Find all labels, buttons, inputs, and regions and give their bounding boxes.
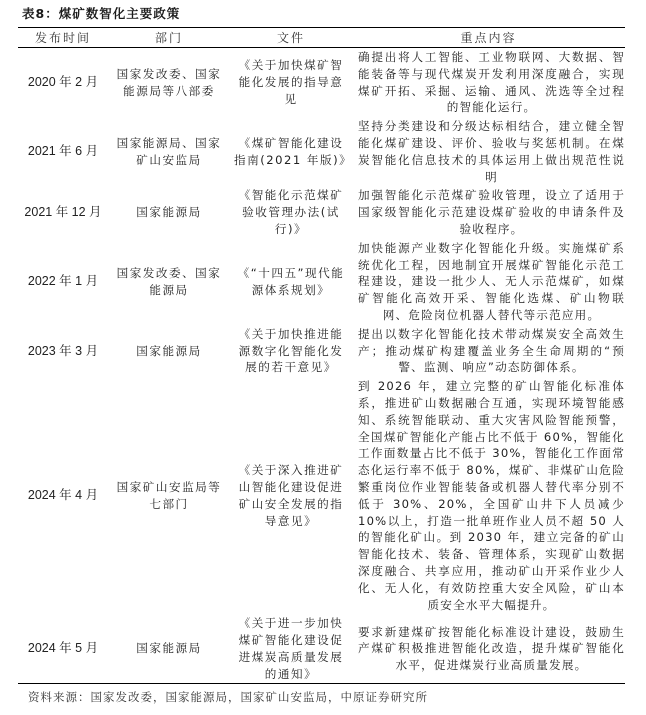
cell-date: 2021 年 12 月 <box>24 205 102 220</box>
table-row <box>18 325 625 377</box>
table-row <box>18 117 625 186</box>
table-row <box>18 48 625 118</box>
cell-date: 2022 年 1 月 <box>27 274 99 289</box>
cell-date: 2024 年 5 月 <box>27 641 99 656</box>
source-note: 资料来源：国家发改委，国家能源局，国家矿山安监局，中原证券研究所 <box>28 690 428 705</box>
cell-department: 国家发改委、国家能源局等八部委 <box>116 66 222 98</box>
cell-document: 《煤矿智能化建设指南(2021 年版)》 <box>234 135 353 167</box>
cell-document: 《关于加快推进能源数字化智能化发展的若干意见》 <box>238 326 344 375</box>
table-row <box>18 186 625 238</box>
header-date: 发布时间 <box>34 31 91 45</box>
cell-department: 国家能源局、国家矿山安监局 <box>116 135 222 167</box>
cell-content: 要求新建煤矿按智能化标准设计建设，鼓励生产煤矿积极推进智能化改造，提升煤矿智能化水平，促进煤炭行业高质量发展。 <box>358 624 625 673</box>
header-document: 文件 <box>276 31 305 45</box>
cell-content: 坚持分类建设和分级达标相结合，建立健全智能化煤矿建设、评价、验收与奖惩机制。在煤炭智能化信息技术的具体运用上做出规范性说明 <box>358 119 625 184</box>
cell-date: 2020 年 2 月 <box>27 75 99 90</box>
cell-content: 确提出将人工智能、工业物联网、大数据、智能装备等与现代煤炭开发利用深度融合，实现煤矿开拓、采掘、运输、通风、洗选等全过程的智能化运行。 <box>358 50 625 115</box>
cell-content: 到 2026 年，建立完整的矿山智能化标准体系，推进矿山数据融合互通，实现环境智能感知、系统智能联动、重大灾害风险智能预警，全国煤矿智能化产能占比不低于 60%，智能化工作面数量占比不低于 30%，智能化工作面常态化运行率不低于 80%，煤矿、非煤矿山危险繁重岗位作业智能装备或机器人替代率分别不低于 30%、20%，全国矿山井下人员减少 10%以上，打造一批单班作业人员不超 50 人的智能化矿山。到 2030 年，建立完备的矿山智能化技术、装备、管理体系，实现矿山数据深度融合、共享应用，推动矿山开采作业少人化、无人化，有效防控重大安全风险，矿山本质安全水平大幅提升。 <box>358 379 625 612</box>
cell-content: 加强智能化示范煤矿验收管理，设立了适用于国家级智能化示范建设煤矿验收的申请条件及验收程序。 <box>358 188 625 236</box>
cell-date: 2024 年 4 月 <box>27 488 99 503</box>
header-content: 重点内容 <box>460 31 517 45</box>
table-header-row <box>18 28 625 48</box>
cell-document: 《智能化示范煤矿验收管理办法(试行)》 <box>238 188 344 236</box>
cell-department: 国家能源局 <box>136 205 202 220</box>
cell-content: 提出以数字化智能化技术带动煤炭安全高效生产；推动煤矿构建覆盖业务全生命周期的“预警、监测、响应”动态防御体系。 <box>358 326 625 375</box>
cell-content: 加快能源产业数字化智能化升级。实施煤矿系统优化工程，因地制宜开展煤矿智能化示范工程建设，建设一批少人、无人示范煤矿，如煤矿智能化高效开采、智能化选煤、矿山物联网、危险岗位机器人替代等示范应用。 <box>358 240 625 322</box>
table-row <box>18 239 625 325</box>
cell-date: 2021 年 6 月 <box>27 144 99 159</box>
header-department: 部门 <box>154 31 183 45</box>
table-row <box>18 614 625 684</box>
cell-date: 2023 年 3 月 <box>27 343 99 358</box>
cell-document: 《关于加快煤矿智能化发展的指导意见 <box>238 58 344 106</box>
cell-document: 《关于深入推进矿山智能化建设促进矿山安全发展的指导意见》 <box>238 463 344 528</box>
cell-document: 《“十四五”现代能源体系规划》 <box>237 265 345 297</box>
table-row <box>18 377 625 614</box>
cell-department: 国家发改委、国家能源局 <box>116 265 222 297</box>
policy-table <box>18 27 625 684</box>
table-title: 表8：煤矿数智化主要政策 <box>22 6 181 21</box>
cell-department: 国家能源局 <box>136 343 202 358</box>
cell-department: 国家能源局 <box>136 641 202 656</box>
cell-document: 《关于进一步加快煤矿智能化建设促进煤炭高质量发展的通知》 <box>238 616 344 681</box>
cell-department: 国家矿山安监局等七部门 <box>116 479 222 511</box>
